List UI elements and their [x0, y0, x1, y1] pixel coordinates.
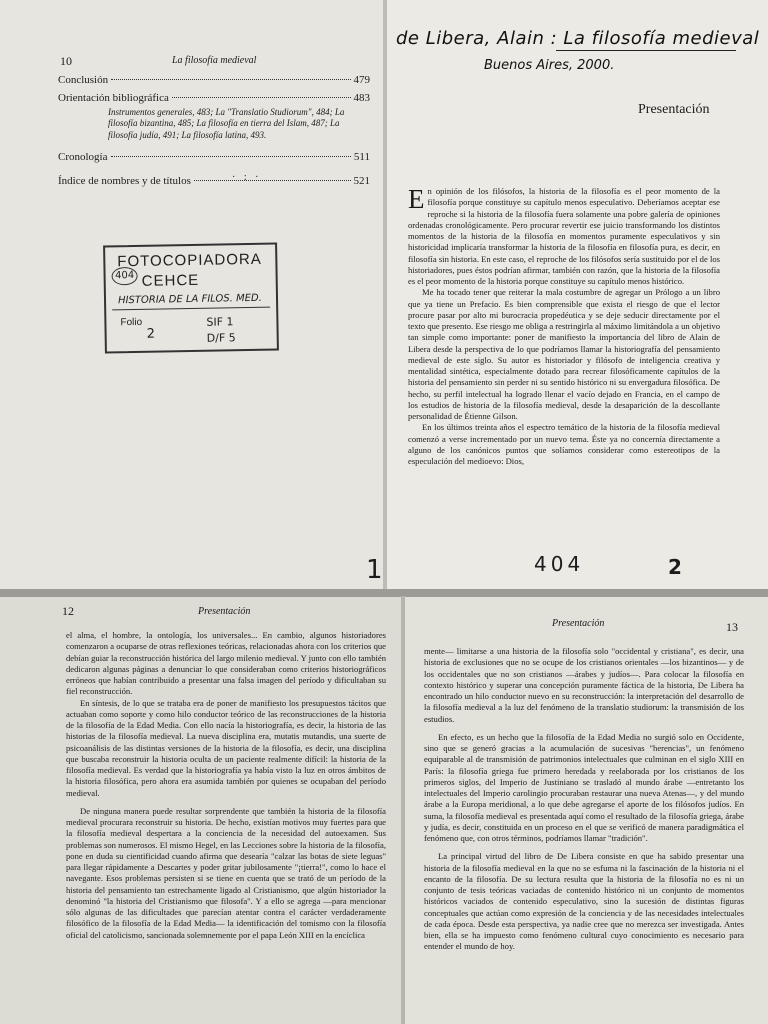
handwritten-number: 2 [668, 555, 682, 579]
toc-entry [58, 92, 370, 104]
stamp-number: 404 [111, 267, 137, 285]
stamp-sf: SIF 1 [206, 315, 234, 329]
paragraph: En efecto, es un hecho que la filosofía de la Edad Media no surgió solo en Occidente, sino que se generó gracias a la acumulación de sucesivas "herencias", un fenómeno equiparable al de transmisión de patrimonios intelectuales que culminan en el siglo XIII en París: la filosofía griega fue primero heredada y reelaborada por los cristianos de los primeros siglos, del Imperio de Justiniano se trasladó al mundo árabe —entretanto los intelectuales del Imperio carolingio procuraban restaurar una nueva Atenas—, y del mundo árabe a la Europa meridional, a lo que debe agregarse el aporte de los filósofos judíos. En suma, la filosofía medieval es presentada aquí como el resultado de la filosofía griega, árabe y judía, es decir, constituida en un proceso en el que se verificó de manera paradigmática el fenómeno que, con otros términos, podríamos llamar "tradición". [424, 731, 744, 843]
toc-leader [194, 180, 351, 181]
handwritten-citation: de Libera, Alain : La filosofía medieval [396, 28, 760, 49]
drop-cap: E [408, 184, 425, 214]
toc-entry [58, 74, 370, 86]
page-number: 12 [62, 604, 74, 618]
stamp-title: HISTORIA DE LA FILOS. MED. [117, 292, 262, 307]
page-number: 13 [726, 620, 738, 634]
toc-leader [111, 79, 350, 80]
stamp-line2: CEHCE [141, 271, 200, 290]
toc-page: 521 [353, 174, 370, 187]
stamp-df: D/F 5 [206, 331, 236, 345]
paragraph [408, 186, 720, 287]
toc-entry [58, 151, 370, 163]
spine-shadow [383, 0, 387, 592]
table-of-contents [58, 74, 370, 193]
running-head: Presentación [552, 618, 605, 629]
running-head: La filosofía medieval [172, 55, 257, 66]
running-head: Presentación [198, 606, 251, 617]
stamp-folio-label: Folio [120, 316, 143, 329]
paragraph: En los últimos treinta años el espectro temático de la historia de la filosofía medieval comenzó a verse incrementado por un nuevo tema. Éste ya no concernía directamente a alguno de los canónicos puntos que solíamos considerar como estereotipos de la especulación del medioevo: Dios, [408, 422, 720, 466]
stamp-divider [112, 307, 270, 311]
stamp-folio-value: 2 [146, 326, 156, 342]
paragraph: En síntesis, de lo que se trataba era de poner de manifiesto los presupuestos tácitos que actuaban como soporte y como hilo conductor teórico de las reconstrucciones de la historia de la filosofía de la Edad Media. Con ello nacía la historiografía, es decir, la historia de las historias de la filosofía medieval. La nueva disciplina era, mutatis mutandis, una suerte de psicoanálisis de las distintas versiones de la historia de la filosofía, es decir, una disciplina que buscaba reconstruir la historia oculta de un paciente realmente difícil: la historia de la filosofía medieval. Es verdad que la historiografía ya había visto la luz en otros ámbitos de la historia filosófica, pero ahora era asumida también por quienes se ocupaban del período medieval. [66, 697, 386, 798]
pen-marks: · : · [232, 172, 262, 183]
page-gap [0, 589, 768, 597]
toc-leader [111, 156, 351, 157]
toc-title: Orientación bibliográfica [58, 92, 169, 104]
spine-shadow [401, 596, 405, 1024]
toc-title: Índice de nombres y de títulos [58, 174, 191, 187]
photocopy-stamp [103, 242, 279, 353]
paragraph: De ninguna manera puede resultar sorprendente que también la historia de la filosofía medieval procurara reconstruir su historia. De hecho, existían motivos muy fuertes para que la filosofía medieval despertara a la conciencia de la necesidad del autoexamen. Sus problemas son numerosos. El mismo Hegel, en las Lecciones sobre la historia de la filosofía, pone en duda su cientificidad cuando afirma que desearía "calzar las botas de siete leguas" para llegar rápidamente a Descartes y poder gritar jubilosamente "¡tierra!", como lo hace el navegante. Esos problemas persisten si se tiene en cuenta que se trató de un período de la historia del pensamiento tan estrechamente ligado al Cristianismo, que algún historiador la denominó "la historia del Cristianismo que filosofa". Y a ello se agrega —para mencionar sólo algunas de las dificultades que parecían atentar contra el carácter verdaderamente filosófico de la filosofía de la Edad Media— la identificación del tomismo con la filosofía oficial del catolicismo, sancionada solemnemente por el papa León XIII en la encíclica [66, 805, 386, 940]
paragraph: Me ha tocado tener que reiterar la mala costumbre de agregar un Prólogo a un libro que ya tiene un Prefacio. Es bien comprensible que exista el riesgo de que el lector procure pasar por alto mi burocracia propedéutica y se deje seducir directamente por el texto que presento. Ese riesgo me obliga a restringirla al máximo limitándola a un objetivo tan simple como importante: poner de manifiesto la importancia del libro de Alain de Libera desde la perspectiva de lo que podríamos llamar la historiografía del pensamiento medieval de este siglo. Su autor es historiador y filósofo de inteligencia creativa y mentalidad sintética, especialmente dotado para recrear filosóficamente capítulos de la historia del pensamiento sin perder ni su sentido histórico ni su envergadura filosófica. De hecho, su perfil intelectual ha logrado llenar el vacío dejado en Francia, en el campo de los estudios de historia de la filosofía medieval, desde la desaparición de la descollante personalidad de Étienne Gilson. [408, 287, 720, 421]
section-heading: Presentación [638, 102, 710, 117]
toc-page: 479 [353, 74, 370, 86]
stamp-line1: FOTOCOPIADORA [117, 250, 262, 271]
toc-subentries: Instrumentos generales, 483; La "Translatio Studiorum", 484; La filosofía bizantina, 485; La filosofía en tierra del Islam, 487; La filosofía judía, 491; La filosofía latina, 493. [108, 107, 345, 140]
toc-page: 483 [353, 92, 370, 104]
toc-leader [172, 97, 351, 98]
handwritten-number: 404 [534, 552, 585, 576]
body-text [424, 646, 744, 953]
toc-title: Cronología [58, 150, 108, 163]
body-text [408, 186, 720, 467]
body-text [66, 630, 386, 941]
paragraph-text: n opinión de los filósofos, la historia de la filosofía es el peor momento de la filosofía porque constituye su capítulo menos especulativo. Deberíamos aceptar ese reproche si la historia de la filosofía fuera solamente una pobre galería de opiniones ordenadas cronológicamente. Pero procurar revertir ese juicio transformando los distintos momentos de la historia de la filosofía en momentos puramente especulativos y sin historicidad implicaría transformar la historia de la filosofía en filosofía pura, es decir, en filosofía sin historia. En este caso, el reproche de los filósofos sería sustituido por el de los historiadores, pues éstos podrían afirmar, también con razón, que la historia de la filosofía es el peor momento de la historia porque constituye su capítulo menos histórico. [408, 186, 720, 286]
page-toc [0, 0, 386, 590]
paragraph: el alma, el hombre, la ontología, los universales... En cambio, algunos historiadores comenzaron a ocuparse de otras reflexiones teóricas, relacionadas ahora con los criterios que debían guiar la reconstrucción histórica del largo milenio medieval. Y junto con ello también dedicaron algunas páginas a denunciar lo que consideraban como criterios historiográficos erróneos que habían contribuido a presentar una falsa imagen del período y dificultaban su fiel reconstrucción. [66, 630, 386, 697]
toc-entry [58, 175, 370, 187]
handwritten-place: Buenos Aires, 2000. [484, 58, 615, 73]
page-number: 10 [60, 54, 72, 68]
toc-title: Conclusión [58, 74, 109, 86]
handwritten-underline [556, 50, 736, 51]
toc-page: 511 [353, 150, 370, 163]
handwritten-mark: 1 [366, 555, 383, 585]
paragraph: La principal virtud del libro de De Libera consiste en que ha sabido presentar una historia de la filosofía medieval en la que no se esfuma ni la fascinación de la historia ni el encanto de la filosofía. De su lectura resulta que la historia de la filosofía no es ni un conjunto de tesis teóricas vaciadas de contenido histórico ni un conjunto de momentos históricos vaciados de contenido especulativo, sino la sucesión de distintas figuras conceptuales que actúan como expresión de la conciencia y de las necesidades intelectuales de cada época. Desde esta perspectiva, ya nadie cree que no merezca ser investigada. Antes bien, ella se ha impuesto como fenómeno cultural cuyo conocimiento es necesario para entender el mundo de hoy. [424, 851, 744, 952]
paragraph: mente— limitarse a una historia de la filosofía solo "occidental y cristiana", es decir, una historia de exclusiones que no se ocupe de los cristianos orientales —los bizantinos— y de los occidentales que no son cristianos —árabes y judíos—. Para colocar la filosofía en contexto histórico y superar una concepción puramente fáctica de la historia, De Libera ha encontrado un hilo conductor nuevo en su reconstrucción: la interpretación del desarrollo de la filosofía medieval a la luz del fenómeno de la translatio studiorum: la transmisión de los estudios. [424, 646, 744, 724]
